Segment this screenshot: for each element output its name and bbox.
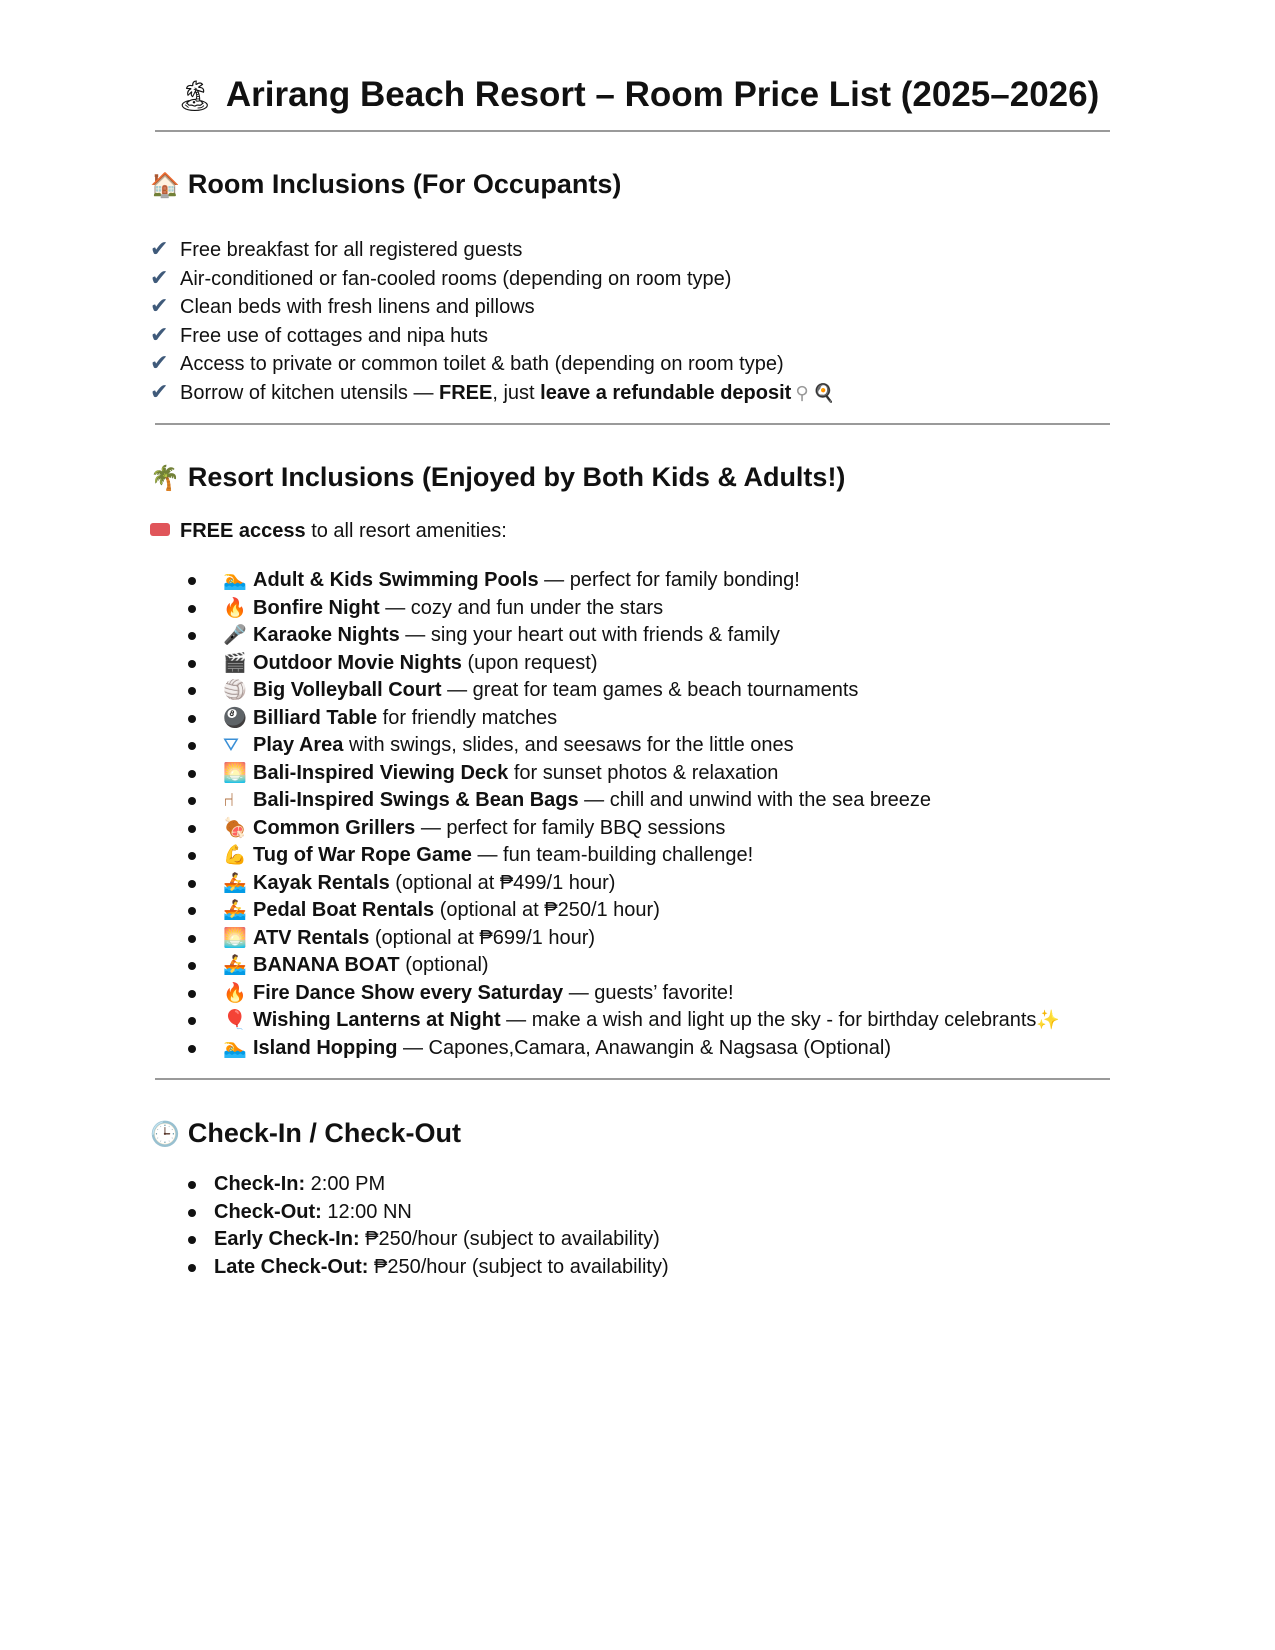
amenity-name: Play Area — [253, 734, 344, 756]
palm-tree-icon: 🌴 — [150, 464, 180, 492]
amenity-detail: with swings, slides, and seesaws for the little ones — [343, 734, 794, 756]
list-item — [150, 265, 835, 294]
checkin-value: 2:00 PM — [305, 1173, 386, 1195]
playground-slide-icon: ⛛ — [223, 734, 239, 756]
list-item — [150, 293, 835, 322]
fire-icon: 🔥 — [223, 981, 247, 1004]
amenity-detail: — guests’ favorite! — [563, 981, 734, 1004]
amenities-list — [150, 567, 1060, 1062]
checkin-heading-text: Check-In / Check-Out — [187, 1118, 461, 1148]
amenity-name: Pedal Boat Rentals — [253, 899, 435, 921]
divider — [155, 423, 1110, 425]
list-item-bold: FREE — [439, 381, 493, 404]
amenity-name: Bali-Inspired Viewing Deck — [253, 761, 509, 784]
resort-inclusions-heading — [150, 459, 845, 496]
list-item — [150, 1007, 1060, 1035]
checkin-value: ₱250/hour (subject to availability) — [359, 1228, 660, 1250]
list-item — [150, 595, 1060, 623]
list-item — [150, 677, 1060, 705]
list-item — [150, 760, 1060, 788]
ticket-icon — [150, 523, 170, 536]
free-access-bold: FREE access — [180, 520, 306, 542]
billiard-ball-icon: 🎱 — [223, 706, 247, 729]
amenity-name: Bali-Inspired Swings & Bean Bags — [253, 789, 579, 811]
amenity-name: Big Volleyball Court — [253, 679, 442, 701]
list-item — [150, 350, 835, 379]
clock-icon: 🕒 — [150, 1120, 180, 1148]
microphone-icon: 🎤 — [223, 624, 247, 646]
amenity-name: Outdoor Movie Nights — [253, 651, 462, 674]
amenity-detail: (optional at ₱250/1 hour) — [434, 899, 660, 921]
fire-icon: 🔥 — [223, 596, 247, 619]
amenity-detail: — great for team games & beach tournaments — [441, 679, 859, 701]
list-item — [150, 952, 1060, 980]
checkin-list — [150, 1171, 669, 1281]
checkin-label: Late Check-Out: — [214, 1255, 369, 1278]
amenity-detail: — perfect for family bonding! — [538, 569, 800, 591]
free-access-line — [150, 517, 507, 545]
divider — [155, 1078, 1110, 1080]
room-inclusions-heading — [150, 166, 621, 203]
list-item — [150, 322, 835, 351]
volleyball-icon: 🏐 — [223, 679, 247, 701]
check-mark-icon: ✔ — [150, 379, 169, 405]
list-item — [150, 236, 835, 265]
amenity-name: Fire Dance Show every Saturday — [253, 981, 564, 1004]
amenity-detail: for friendly matches — [377, 706, 558, 729]
check-mark-icon: ✔ — [150, 237, 169, 262]
room-inclusions-list — [150, 236, 835, 408]
amenity-name: Wishing Lanterns at Night — [253, 1009, 501, 1031]
list-item — [150, 815, 1060, 843]
free-access-text: to all resort amenities: — [305, 520, 507, 542]
list-item — [150, 870, 1060, 898]
check-mark-icon: ✔ — [150, 265, 169, 291]
checkin-value: 12:00 NN — [321, 1200, 412, 1223]
list-item — [150, 650, 1060, 678]
list-item-text: Free breakfast for all registered guests — [180, 239, 523, 261]
list-item — [150, 897, 1060, 925]
checkin-heading — [150, 1115, 461, 1152]
checkin-label: Check-Out: — [214, 1200, 322, 1223]
amenity-detail: (optional at ₱699/1 hour) — [369, 926, 596, 949]
sunrise-icon: 🌅 — [223, 926, 247, 949]
amenity-name: Billiard Table — [253, 706, 378, 729]
frying-pan-icon: 🍳 — [812, 382, 835, 404]
room-inclusions-heading-text: Room Inclusions (For Occupants) — [187, 169, 622, 199]
amenity-detail: — chill and unwind with the sea breeze — [578, 789, 932, 811]
list-item-text: Access to private or common toilet & bath (depending on room type) — [180, 353, 784, 376]
chair-icon: ⑁ — [223, 789, 235, 811]
amenity-detail: — perfect for family BBQ sessions — [415, 816, 726, 839]
sparkles-icon: ✨ — [1036, 1009, 1061, 1031]
check-mark-icon: ✔ — [150, 322, 169, 348]
amenity-detail: for sunset photos & relaxation — [508, 761, 779, 784]
list-item — [150, 980, 1060, 1008]
list-item — [150, 1171, 669, 1199]
amenity-detail: (optional) — [399, 954, 489, 976]
amenity-name: Common Grillers — [253, 816, 416, 839]
amenity-name: Tug of War Rope Game — [253, 844, 472, 866]
page-title-text: Arirang Beach Resort – Room Price List (2025–2026) — [225, 75, 1100, 114]
house-icon: 🏠 — [150, 171, 180, 199]
balloon-icon: 🎈 — [223, 1009, 247, 1031]
rowboat-icon: 🚣 — [223, 899, 247, 921]
list-item — [150, 732, 1060, 760]
list-item — [150, 379, 835, 408]
amenity-detail: — sing your heart out with friends & family — [399, 624, 780, 646]
desert-island-icon: 🏝 — [175, 79, 214, 114]
rowboat-icon: 🚣 — [223, 954, 247, 976]
checkin-label: Check-In: — [214, 1173, 306, 1195]
amenity-name: BANANA BOAT — [253, 954, 400, 976]
amenity-name: Island Hopping — [253, 1036, 398, 1059]
amenity-detail: (optional at ₱499/1 hour) — [389, 871, 616, 894]
check-mark-icon: ✔ — [150, 351, 169, 377]
list-item — [150, 1035, 1060, 1063]
amenity-name: Adult & Kids Swimming Pools — [253, 569, 539, 591]
list-item — [150, 1254, 669, 1282]
resort-inclusions-heading-text: Resort Inclusions (Enjoyed by Both Kids & Adults!) — [187, 462, 846, 492]
swimmer-icon: 🏊 — [223, 1036, 247, 1059]
list-item — [150, 787, 1060, 815]
amenity-detail: — cozy and fun under the stars — [379, 596, 664, 619]
clapper-board-icon: 🎬 — [223, 651, 247, 674]
amenity-name: Bonfire Night — [253, 596, 380, 619]
page-title — [150, 70, 1125, 122]
meat-on-bone-icon: 🍖 — [223, 816, 247, 839]
amenity-name: Karaoke Nights — [253, 624, 400, 646]
amenity-detail: — fun team-building challenge! — [471, 844, 754, 866]
spoon-icon: ⚲ — [795, 382, 809, 404]
amenity-detail: — make a wish and light up the sky - for birthday celebrants — [500, 1009, 1037, 1031]
list-item — [150, 567, 1060, 595]
list-item — [150, 705, 1060, 733]
list-item-text: Clean beds with fresh linens and pillows — [180, 296, 535, 319]
list-item-text: , just — [492, 381, 541, 404]
list-item — [150, 925, 1060, 953]
list-item-text: Free use of cottages and nipa huts — [180, 324, 488, 347]
divider — [155, 130, 1110, 132]
list-item-text: Borrow of kitchen utensils — — [180, 381, 439, 404]
list-item — [150, 842, 1060, 870]
amenity-detail: — Capones,Camara, Anawangin & Nagsasa (Optional) — [397, 1036, 892, 1059]
checkin-label: Early Check-In: — [214, 1228, 360, 1250]
sunrise-icon: 🌅 — [223, 761, 247, 784]
list-item — [150, 1226, 669, 1254]
amenity-name: ATV Rentals — [253, 926, 370, 949]
list-item — [150, 622, 1060, 650]
list-item-text: Air-conditioned or fan-cooled rooms (depending on room type) — [180, 267, 732, 290]
rowboat-icon: 🚣 — [223, 871, 247, 894]
list-item-bold: leave a refundable deposit — [540, 381, 792, 404]
list-item — [150, 1199, 669, 1227]
amenity-detail: (upon request) — [461, 651, 598, 674]
amenity-name: Kayak Rentals — [253, 871, 390, 894]
check-mark-icon: ✔ — [150, 294, 169, 320]
checkin-value: ₱250/hour (subject to availability) — [368, 1255, 669, 1278]
swimmer-icon: 🏊 — [223, 569, 247, 591]
flexed-biceps-icon: 💪 — [223, 844, 247, 866]
